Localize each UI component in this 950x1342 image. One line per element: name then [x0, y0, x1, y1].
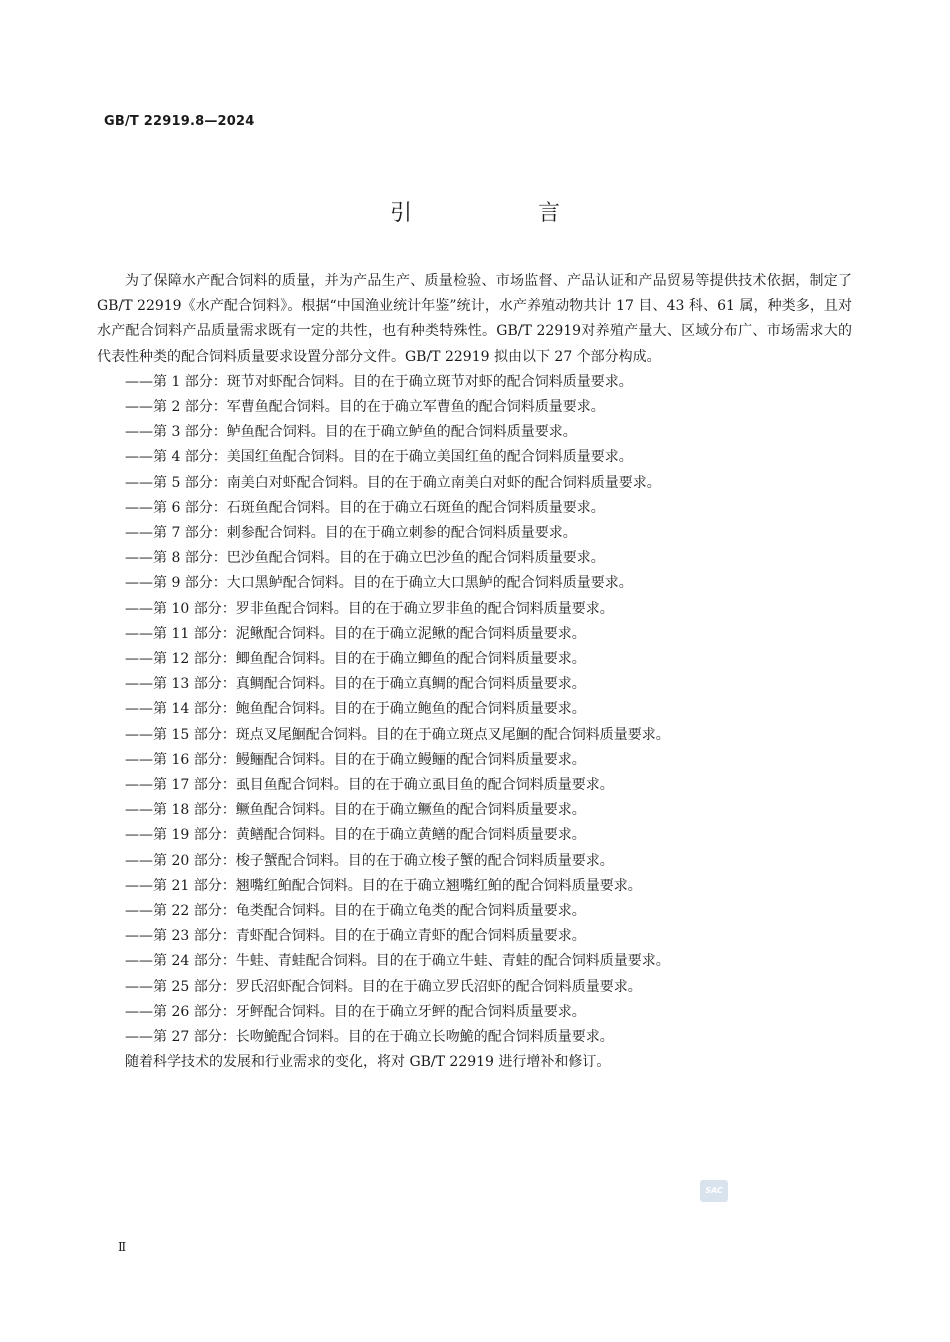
part-list-item: ——第 18 部分：鳜鱼配合饲料。目的在于确立鳜鱼的配合饲料质量要求。: [125, 802, 586, 819]
part-list-item: ——第 21 部分：翘嘴红鲌配合饲料。目的在于确立翘嘴红鲌的配合饲料质量要求。: [125, 877, 642, 894]
part-list-item: ——第 2 部分：军曹鱼配合饲料。目的在于确立军曹鱼的配合饲料质量要求。: [125, 399, 605, 416]
part-list-item: ——第 14 部分：鲍鱼配合饲料。目的在于确立鲍鱼的配合饲料质量要求。: [125, 701, 586, 718]
part-list-item: ——第 27 部分：长吻鮠配合饲料。目的在于确立长吻鮠的配合饲料质量要求。: [125, 1029, 614, 1046]
sac-watermark-logo: SAC: [700, 1180, 728, 1202]
part-list-item: ——第 5 部分：南美白对虾配合饲料。目的在于确立南美白对虾的配合饲料质量要求。: [125, 474, 661, 491]
part-list-item: ——第 12 部分：鲫鱼配合饲料。目的在于确立鲫鱼的配合饲料质量要求。: [125, 651, 586, 668]
parts-list: [97, 370, 852, 1050]
part-list-item: ——第 24 部分：牛蛙、青蛙配合饲料。目的在于确立牛蛙、青蛙的配合饲料质量要求。: [125, 953, 670, 970]
part-list-item: ——第 13 部分：真鲷配合饲料。目的在于确立真鲷的配合饲料质量要求。: [125, 676, 586, 693]
part-list-item: ——第 19 部分：黄鳝配合饲料。目的在于确立黄鳝的配合饲料质量要求。: [125, 827, 586, 844]
page-number: Ⅱ: [118, 1240, 127, 1254]
part-list-item: ——第 9 部分：大口黑鲈配合饲料。目的在于确立大口黑鲈的配合饲料质量要求。: [125, 575, 633, 592]
part-list-item: ——第 1 部分：斑节对虾配合饲料。目的在于确立斑节对虾的配合饲料质量要求。: [125, 373, 633, 390]
part-list-item: ——第 7 部分：刺参配合饲料。目的在于确立刺参的配合饲料质量要求。: [125, 525, 577, 542]
part-list-item: ——第 6 部分：石斑鱼配合饲料。目的在于确立石斑鱼的配合饲料质量要求。: [125, 499, 605, 516]
intro-paragraph: 为了保障水产配合饲料的质量，并为产品生产、质量检验、市场监督、产品认证和产品贸易等提供技术依据，制定了 GB/T 22919《水产配合饲料》。根据“中国渔业统计年鉴”统计，水产养殖动物共计 17 目、43 科、61 属，种类多，且对水产配合饲料产品质量需求既有一定的共性，也有种类特殊性。GB/T 22919对养殖产量大、区域分布广、市场需求大的代表性种类的配合饲料质量要求设置分部分文件。GB/T 22919 拟由以下 27 个部分构成。: [97, 273, 852, 365]
part-list-item: ——第 23 部分：青虾配合饲料。目的在于确立青虾的配合饲料质量要求。: [125, 928, 586, 945]
standard-code-header: GB/T 22919.8—2024: [104, 114, 255, 129]
part-list-item: ——第 11 部分：泥鳅配合饲料。目的在于确立泥鳅的配合饲料质量要求。: [125, 625, 586, 642]
body-text: [97, 269, 852, 1076]
part-list-item: ——第 15 部分：斑点叉尾鮰配合饲料。目的在于确立斑点叉尾鮰的配合饲料质量要求。: [125, 726, 670, 743]
part-list-item: ——第 8 部分：巴沙鱼配合饲料。目的在于确立巴沙鱼的配合饲料质量要求。: [125, 550, 605, 567]
closing-paragraph: 随着科学技术的发展和行业需求的变化，将对 GB/T 22919 进行增补和修订。: [125, 1054, 611, 1071]
part-list-item: ——第 20 部分：梭子蟹配合饲料。目的在于确立梭子蟹的配合饲料质量要求。: [125, 852, 614, 869]
part-list-item: ——第 16 部分：鳗鲡配合饲料。目的在于确立鳗鲡的配合饲料质量要求。: [125, 751, 586, 768]
part-list-item: ——第 25 部分：罗氏沼虾配合饲料。目的在于确立罗氏沼虾的配合饲料质量要求。: [125, 978, 642, 995]
part-list-item: ——第 4 部分：美国红鱼配合饲料。目的在于确立美国红鱼的配合饲料质量要求。: [125, 449, 633, 466]
section-title: 引 言: [389, 201, 612, 226]
part-list-item: ——第 26 部分：牙鲆配合饲料。目的在于确立牙鲆的配合饲料质量要求。: [125, 1003, 586, 1020]
part-list-item: ——第 10 部分：罗非鱼配合饲料。目的在于确立罗非鱼的配合饲料质量要求。: [125, 600, 614, 617]
part-list-item: ——第 17 部分：虱目鱼配合饲料。目的在于确立虱目鱼的配合饲料质量要求。: [125, 777, 614, 794]
part-list-item: ——第 22 部分：龟类配合饲料。目的在于确立龟类的配合饲料质量要求。: [125, 903, 586, 920]
part-list-item: ——第 3 部分：鲈鱼配合饲料。目的在于确立鲈鱼的配合饲料质量要求。: [125, 424, 577, 441]
